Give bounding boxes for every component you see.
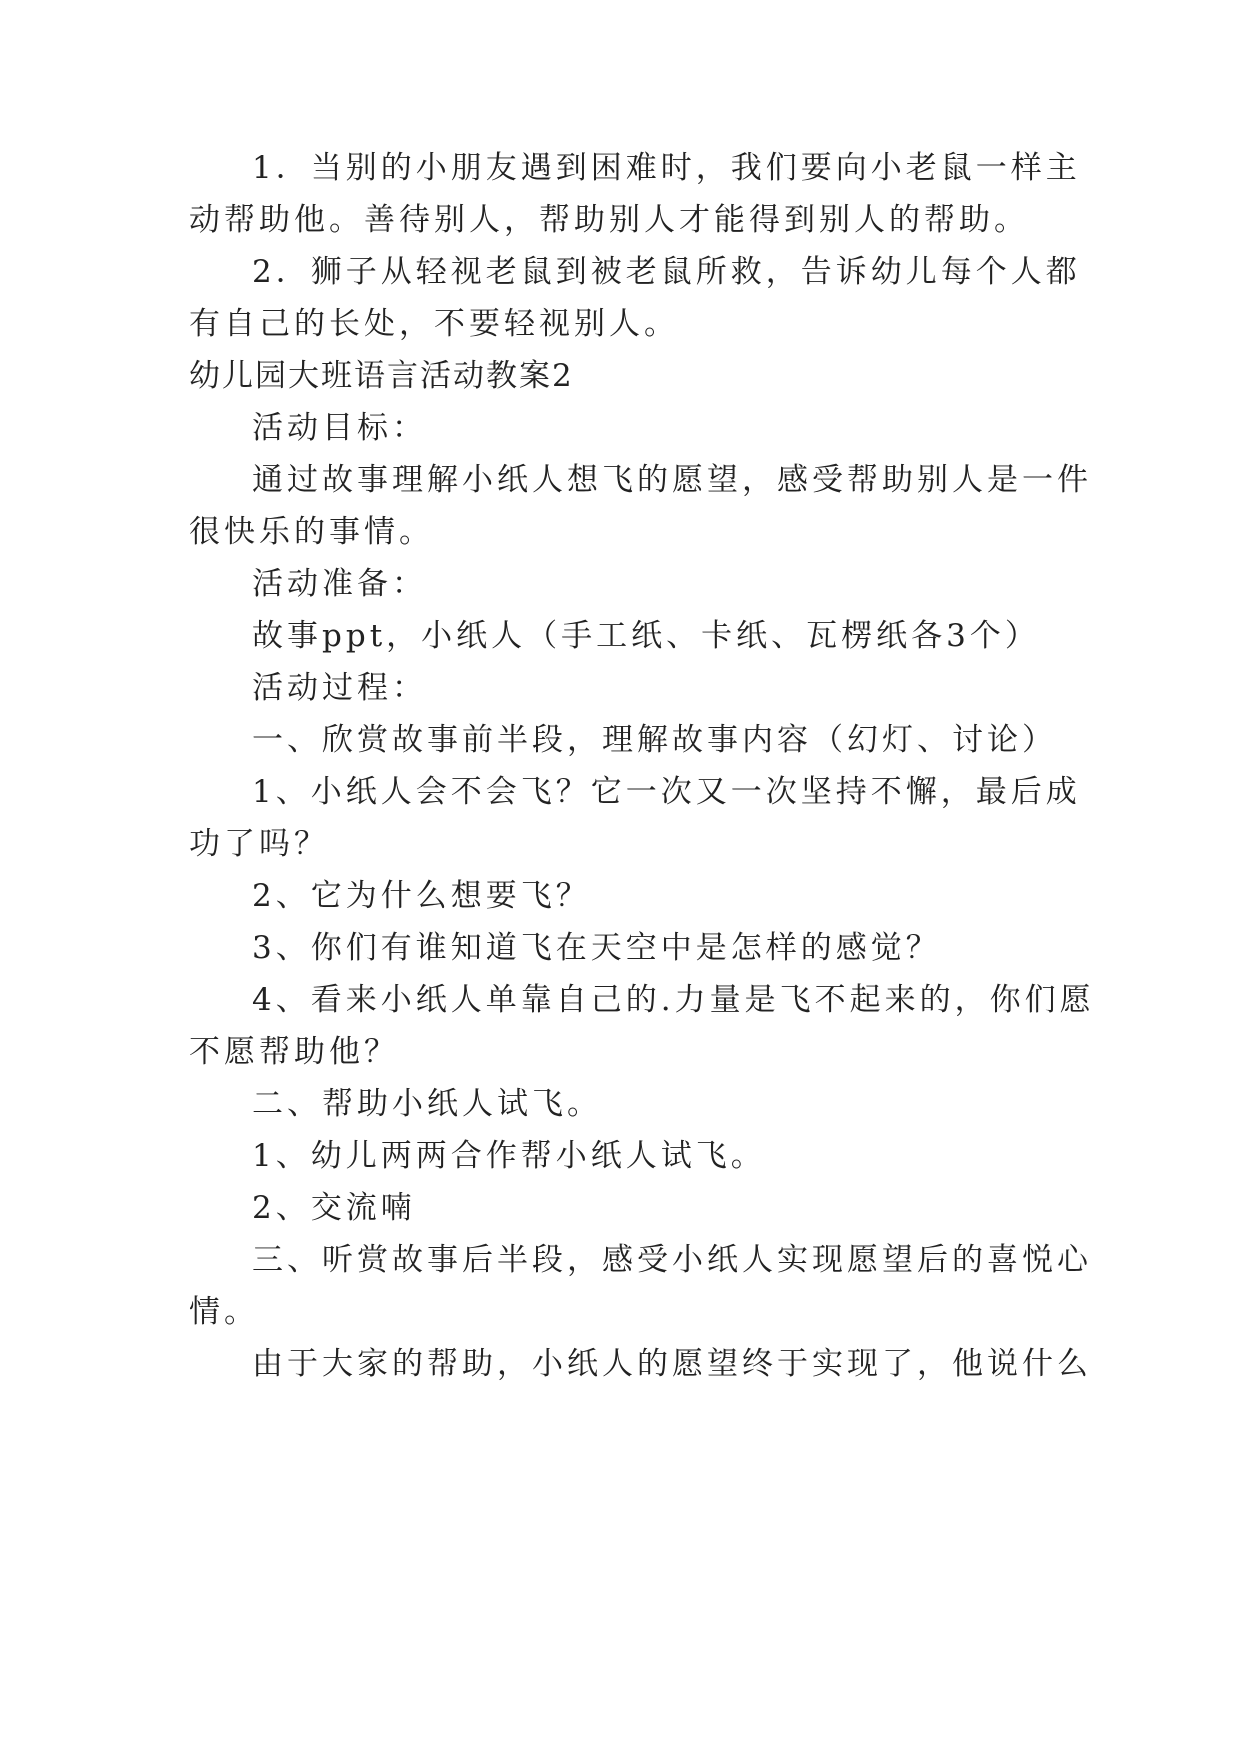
prep-text: 故事ppt，小纸人（手工纸、卡纸、瓦楞纸各3个） [252, 618, 1040, 654]
part2-item2: 2、交流喃 [252, 1190, 416, 1226]
part2-item1: 1、幼儿两两合作帮小纸人试飞。 [252, 1138, 766, 1174]
point2-line1: 2．狮子从轻视老鼠到被老鼠所救，告诉幼儿每个人都 [252, 254, 1081, 290]
point1-line2: 动帮助他。善待别人，帮助别人才能得到别人的帮助。 [189, 202, 1029, 238]
point1-line1: 1．当别的小朋友遇到困难时，我们要向小老鼠一样主 [252, 150, 1081, 186]
part3-line1: 三、听赏故事后半段，感受小纸人实现愿望后的喜悦心 [252, 1242, 1092, 1278]
goal-text-line2: 很快乐的事情。 [189, 514, 434, 550]
prep-heading: 活动准备： [252, 566, 427, 602]
goal-heading: 活动目标： [252, 410, 427, 446]
question1-line2: 功了吗？ [189, 826, 329, 862]
question2: 2、它为什么想要飞？ [252, 878, 591, 914]
process-heading: 活动过程： [252, 670, 427, 706]
goal-text-line1: 通过故事理解小纸人想飞的愿望，感受帮助别人是一件 [252, 462, 1092, 498]
question1-line1: 1、小纸人会不会飞？它一次又一次坚持不懈，最后成 [252, 774, 1081, 810]
question4-line2: 不愿帮助他？ [189, 1034, 399, 1070]
question3: 3、你们有谁知道飞在天空中是怎样的感觉？ [252, 930, 941, 966]
closing-line: 由于大家的帮助，小纸人的愿望终于实现了，他说什么 [252, 1346, 1092, 1382]
part3-line2: 情。 [189, 1294, 259, 1330]
question4-line1: 4、看来小纸人单靠自己的.力量是飞不起来的，你们愿 [252, 982, 1095, 1018]
section-title: 幼儿园大班语言活动教案2 [189, 358, 574, 394]
point2-line2: 有自己的长处，不要轻视别人。 [189, 306, 679, 342]
part1-heading: 一、欣赏故事前半段，理解故事内容（幻灯、讨论） [252, 722, 1057, 758]
part2-heading: 二、帮助小纸人试飞。 [252, 1086, 602, 1122]
